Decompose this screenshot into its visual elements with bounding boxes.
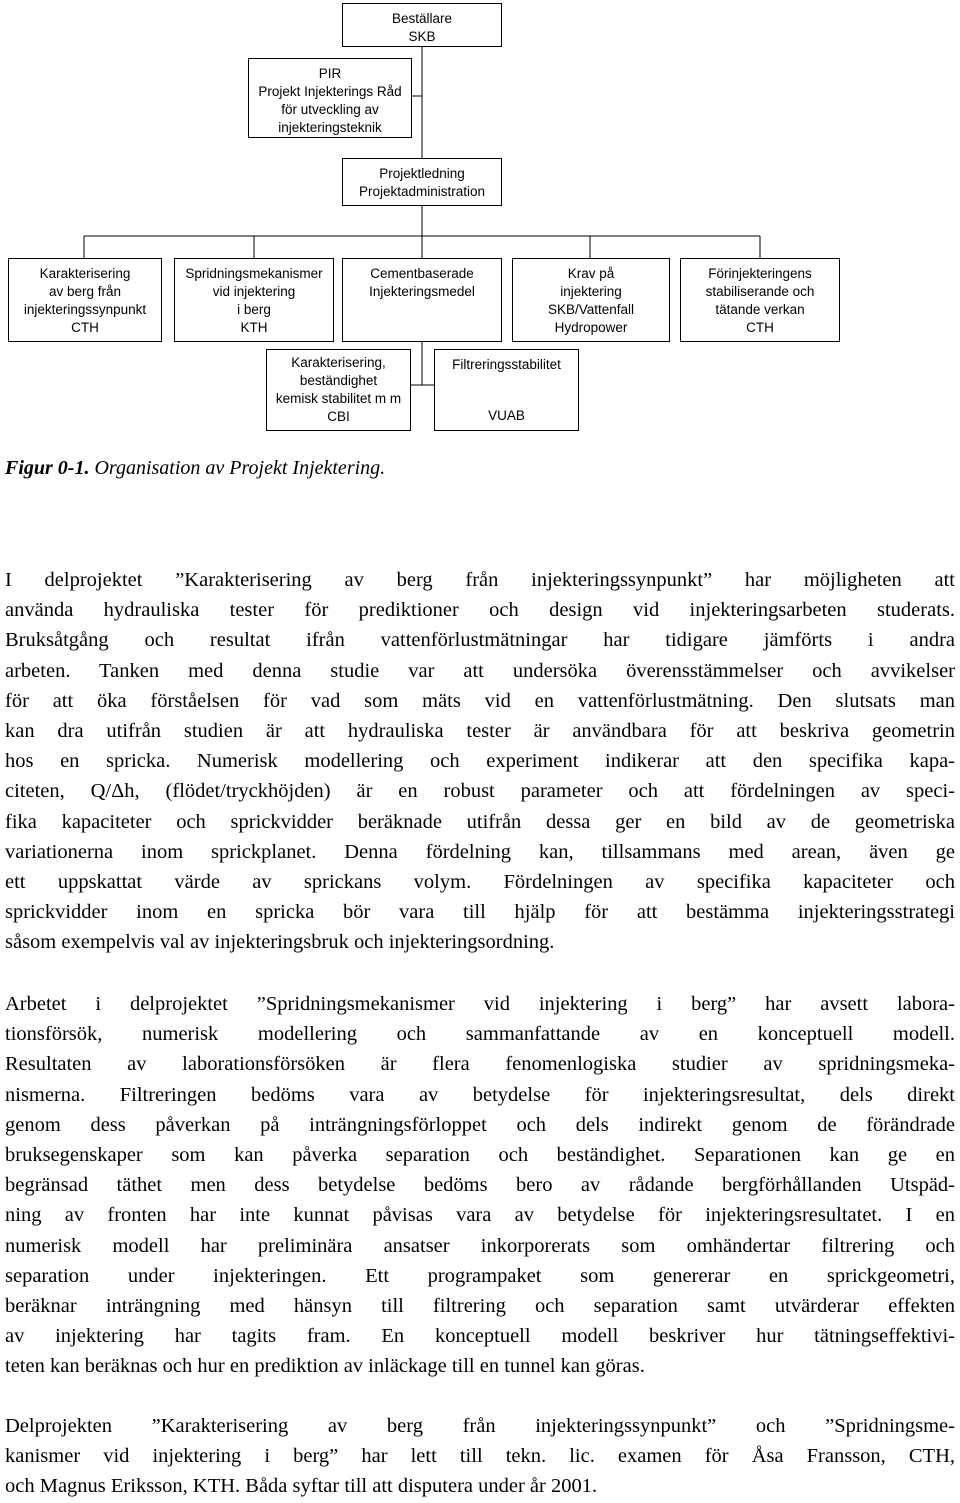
text-line: tionsförsök, numerisk modellering och sammanfattande av en konceptuell modell. xyxy=(5,1023,955,1046)
text-line: ett uppskattat värde av sprickans volym. Fördelningen av specifika kapaciteter och xyxy=(5,871,955,894)
box-line: för utveckling av xyxy=(281,102,379,117)
text-line: arbeten. Tanken med denna studie var att undersöka överensstämmelser och avvikelser xyxy=(5,659,955,682)
box-line: CBI xyxy=(327,409,350,424)
text-line: Resultaten av laborationsförsöken är flera fenomenlogiska studier av spridningsmeka- xyxy=(5,1053,955,1076)
text-line: Bruksåtgång och resultat ifrån vattenförlustmätningar har tidigare jämförts i andra xyxy=(5,629,955,652)
box-line: kemisk stabilitet m m xyxy=(275,391,402,406)
box-line: KTH xyxy=(240,320,268,335)
org-box-subproject-cement xyxy=(342,258,502,342)
org-box-subproject-spreading xyxy=(174,258,334,342)
text-line: såsom exempelvis val av injekteringsbruk och injekteringsordning. xyxy=(5,931,555,954)
box-line: injekteringssynpunkt xyxy=(23,302,147,317)
box-line: Filtreringsstabilitet xyxy=(452,357,561,372)
text-line: teten kan beräknas och hur en prediktion av inläckage till en tunnel kan göras. xyxy=(5,1355,645,1378)
box-line: injektering xyxy=(560,284,622,299)
text-line: bruksegenskaper som kan påverka separation och beständighet. Separationen kan ge en xyxy=(5,1144,955,1167)
box-line: beständighet xyxy=(299,373,378,388)
box-line: CTH xyxy=(746,320,774,335)
org-box-subproject-characterisation xyxy=(8,258,162,342)
box-line: Projektadministration xyxy=(358,184,486,199)
figure-label: Figur 0-1. xyxy=(5,457,90,479)
text-line: hos en spricka. Numerisk modellering och experiment indikerar att den specifika kapa- xyxy=(5,750,955,773)
paragraph-1 xyxy=(5,565,955,958)
text-line: beräknar inträngning med hänsyn till filtrering och separation samt utvärderar effekten xyxy=(5,1295,955,1318)
org-box-client xyxy=(342,3,502,47)
box-line: VUAB xyxy=(488,408,525,423)
box-line: Hydropower xyxy=(554,320,628,335)
text-line: sprickvidder inom en spricka bör vara till hjälp för att bestämma injekteringsstrategi xyxy=(5,901,955,924)
box-line: stabiliserande och xyxy=(705,284,815,299)
text-line: kan dra utifrån studien är att hydrauliska tester är användbara för att beskriva geometrin xyxy=(5,720,955,743)
text-line: citeten, Q/Δh, (flödet/tryckhöjden) är en robust parameter och att fördelningen av speci- xyxy=(5,780,955,803)
figure-caption xyxy=(5,457,385,480)
text-line: variationerna inom sprickplanet. Denna fördelning kan, tillsammans med arean, även ge xyxy=(5,840,955,863)
text-line: och Magnus Eriksson, KTH. Båda syftar till att disputera under år 2001. xyxy=(5,1475,598,1498)
text-line: I delprojektet ”Karakterisering av berg från injekteringssynpunkt” har möjligheten att xyxy=(5,569,955,591)
text-line: för att öka förståelsen för vad som mäts vid en vattenförlustmätning. Den slutsats man xyxy=(5,689,955,712)
text-line: Delprojekten ”Karakterisering av berg från injekteringssynpunkt” och ”Spridningsme- xyxy=(5,1415,955,1437)
box-line: i berg xyxy=(237,302,271,317)
org-box-cbi xyxy=(266,349,411,431)
org-box-management xyxy=(342,158,502,206)
box-line: Beställare xyxy=(391,11,453,26)
box-line: av berg från xyxy=(48,284,122,299)
text-line: av injektering har tagits fram. En konceptuell modell beskriver hur tätningseffektivi- xyxy=(5,1325,955,1348)
text-line: nismerna. Filtreringen bedöms vara av betydelse för injekteringsresultat, dels direkt xyxy=(5,1083,955,1106)
box-line: Förinjekteringens xyxy=(708,266,812,281)
text-line: Arbetet i delprojektet ”Spridningsmekanismer vid injektering i berg” har avsett labora- xyxy=(5,993,955,1015)
text-line: genom dess påverkan på inträngningsförloppet och dels indirekt genom de förändrade xyxy=(5,1113,955,1136)
box-line: injekteringsteknik xyxy=(278,120,382,135)
figure-caption-text: Organisation av Projekt Injektering. xyxy=(89,457,386,479)
text-line: ning av fronten har inte kunnat påvisas vara av betydelse för injekteringsresultatet. I en xyxy=(5,1204,955,1227)
text-line: separation under injekteringen. Ett programpaket som genererar en sprickgeometri, xyxy=(5,1264,955,1287)
box-line: Karakterisering, xyxy=(291,355,386,370)
box-line: CTH xyxy=(71,320,99,335)
text-line: kanismer vid injektering i berg” har lett till tekn. lic. examen för Åsa Fransson, CTH, xyxy=(5,1445,955,1468)
org-box-vuab xyxy=(434,349,579,431)
text-line: begränsad täthet men dess betydelse bedöms bero av rådande bergförhållanden Utspäd- xyxy=(5,1174,955,1197)
org-box-subproject-requirements xyxy=(512,258,670,342)
text-line: numerisk modell har preliminära ansatser inkorporerats som omhändertar filtrering och xyxy=(5,1234,955,1257)
paragraph-2 xyxy=(5,989,955,1382)
box-line: PIR xyxy=(318,66,342,81)
box-line: tätande verkan xyxy=(715,302,805,317)
org-box-subproject-pregrouting xyxy=(680,258,840,342)
box-line: SKB xyxy=(408,29,436,44)
org-box-council xyxy=(248,58,412,138)
text-line: fika kapaciteter och sprickvidder beräknade utifrån dessa ger en bild av de geometriska xyxy=(5,810,955,833)
text-line: använda hydrauliska tester för prediktioner och design vid injekteringsarbeten studerats. xyxy=(5,599,955,622)
box-line: Krav på xyxy=(567,266,615,281)
box-line: SKB/Vattenfall xyxy=(547,302,635,317)
box-line: Karakterisering xyxy=(39,266,131,281)
paragraph-3 xyxy=(5,1411,955,1502)
box-line: vid injektering xyxy=(212,284,296,299)
box-line: Projektledning xyxy=(379,166,465,181)
box-line: Projekt Injekterings Råd xyxy=(258,84,402,99)
box-line: Spridningsmekanismer xyxy=(185,266,323,281)
box-line: Injekteringsmedel xyxy=(369,284,475,299)
box-line: Cementbaserade xyxy=(370,266,474,281)
